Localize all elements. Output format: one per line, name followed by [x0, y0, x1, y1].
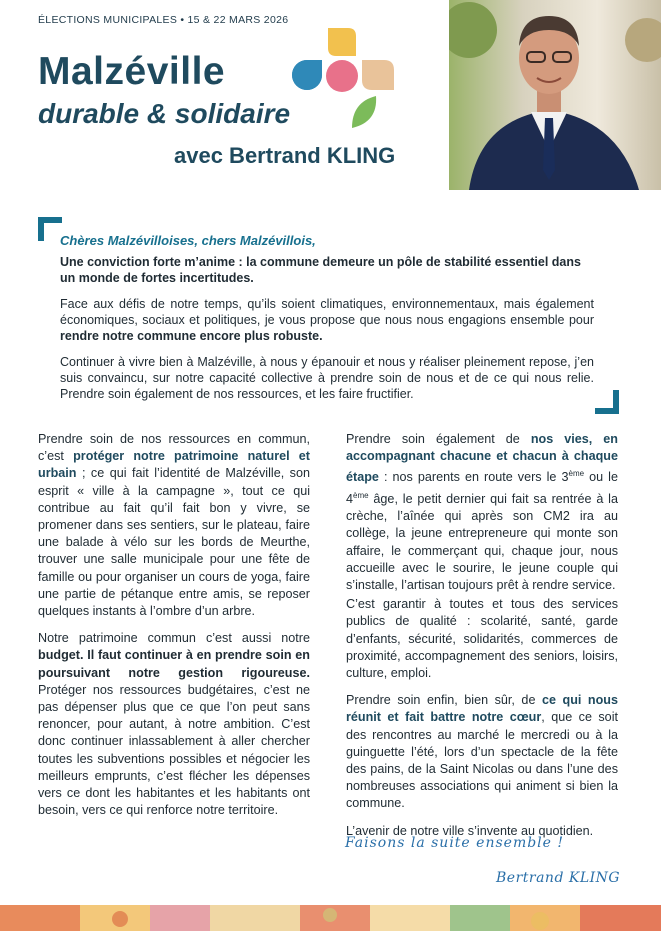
left-column [38, 431, 310, 829]
right-p1-highlight: nos vies, en accompagnant chacune et chacun à chaque étape [346, 432, 618, 485]
left-p2-highlight: budget. Il faut continuer à en prendre soin en poursuivant notre gestion rigoureuse. [38, 648, 310, 680]
right-paragraph-4: L’avenir de notre ville s’invente au quotidien. [346, 823, 594, 838]
left-p1-highlight: protéger notre patrimoine naturel et urbain [38, 449, 310, 481]
candidate-photo [449, 0, 661, 190]
quote-bracket-top-left [38, 217, 62, 241]
right-paragraph-1 [346, 431, 618, 594]
election-kicker: ÉLECTIONS MUNICIPALES • 15 & 22 MARS 2026 [38, 14, 289, 26]
right-p3-text: Prendre soin enfin, bien sûr, de [346, 693, 542, 708]
left-p2-text: Notre patrimoine commun c’est aussi notre [38, 631, 310, 646]
superscript-eme-2: ème [353, 490, 369, 500]
salutation: Chères Malzévilloises, chers Malzévillois, [60, 233, 316, 248]
left-paragraph-2 [38, 630, 310, 819]
right-paragraph-3 [346, 692, 618, 812]
right-p1-rest: âge, le petit dernier qui fait sa rentrée à la crèche, l’aînée qui après son CM2 ira au collège, la jeune entrepreneure qui monte son affaire, le commerçant qui, chaque jour, nous accueille avec le sourire, le jeune couple qui s’installe, l’artisan toujours prêt à rendre service. [346, 491, 618, 592]
intro-p1-text: Face aux défis de notre temps, qu’ils soient climatiques, environnementaux, mais également économiques, sociaux et politiques, je vous propose que nous nous engagions ensemble pour [60, 297, 594, 327]
logo-blue-shape [292, 60, 322, 90]
logo-green-leaf [352, 96, 376, 128]
right-p1-text-3: ou le 4 [346, 470, 618, 506]
right-p1-text: Prendre soin également de [346, 432, 531, 446]
right-p3-rest: , que ce soit des rencontres au marché le mercredi ou à la guinguette l’été, lors d’un spectacle de la fête des pains, de la Saint Nicolas ou dans l’une des nombreuses associations qui animent si bien la commune. [346, 710, 618, 811]
right-p1-text-2: : nos parents en route vers le 3 [378, 470, 569, 485]
handwritten-signoff: Faisons la suite ensemble ! [345, 835, 565, 851]
campaign-subtitle: durable & solidaire [38, 98, 291, 129]
quote-bracket-bottom-right [595, 390, 619, 414]
left-p1-rest: ; ce qui fait l’identité de Malzéville, son esprit « ville à la campagne », tout ce qui contribue au fait qu’il fait bon y vivre, se promener dans ses sentiers, sur le plateau, faire une balade à vélo sur les bords de Meurthe, trouver une salle municipale pour une fête de famille ou pour organiser un cours de yoga, faire une partie de pétanque entre amis, se reposer quelques instants à l’ombre d’un arbre. [38, 466, 310, 619]
right-column [346, 431, 618, 850]
campaign-logo [290, 24, 398, 132]
left-paragraph-1 [38, 431, 310, 620]
intro-p1-highlight: rendre notre commune encore plus robuste. [60, 329, 323, 343]
handwritten-signature: Bertrand KLING [496, 870, 621, 886]
decorative-footer-band [0, 905, 661, 931]
intro-paragraph-1 [60, 296, 594, 344]
left-p1-text: Prendre soin de nos ressources en commun, c’est [38, 432, 310, 464]
left-p2-rest: Protéger nos ressources budgétaires, c’est ne pas dépenser plus que ce que l’on peut sans renoncer, pour autant, à notre ambition. C’est donc continuer inlassablement à aller chercher toutes les subventions possibles et négocier les meilleurs emprunts, c’est flécher les dépenses vers ce dont les habitantes et les habitants ont besoin, vers ce qui renforce notre territoire. [38, 682, 310, 818]
right-p3-highlight: ce qui nous réunit et fait battre notre cœur [346, 693, 618, 725]
candidate-line: avec Bertrand KLING [174, 143, 396, 168]
campaign-title: Malzéville [38, 50, 226, 93]
conviction-statement: Une conviction forte m’anime : la commune demeure un pôle de stabilité essentiel dans un monde de fortes incertitudes. [60, 255, 581, 285]
intro-paragraph-2: Continuer à vivre bien à Malzéville, à nous y épanouir et nous y réaliser pleinement repose, j’en suis convaincu, sur notre capacité collective à prendre soin de nous et de ce qui nous relie. Prendre soin également de nos ressources, et les faire fructifier. [60, 355, 594, 401]
logo-yellow-petal [328, 28, 356, 56]
superscript-eme-1: ème [568, 469, 585, 479]
logo-pink-circle [326, 60, 358, 92]
logo-tan-shape [362, 60, 394, 90]
right-paragraph-2: C’est garantir à toutes et tous des services publics de qualité : scolarité, santé, garde d’enfants, sécurité, solidarités, commerces de proximité, accompagnement des seniors, loisirs, culture, emploi. [346, 597, 618, 681]
